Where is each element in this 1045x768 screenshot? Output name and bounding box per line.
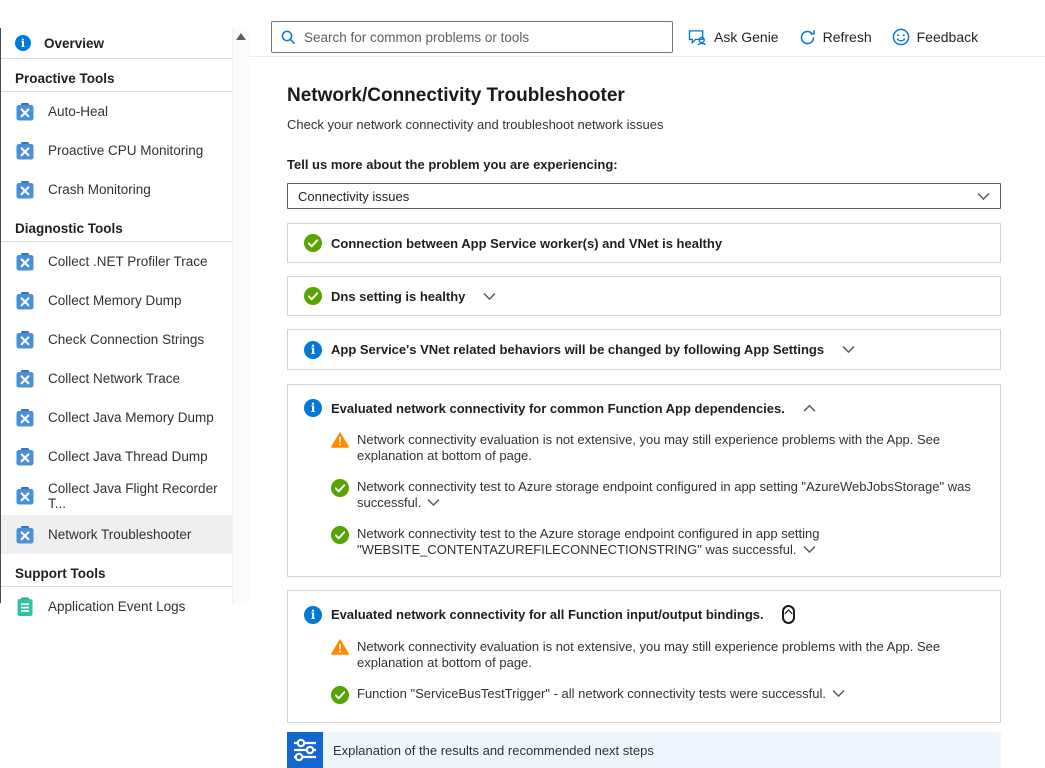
success-icon (304, 287, 322, 305)
sidebar-item-collect-memory-dump[interactable] (1, 281, 232, 320)
ask-genie-icon (688, 29, 707, 46)
status-card-function-dependencies (287, 384, 1001, 577)
chevron-down-icon[interactable] (832, 689, 845, 698)
sidebar-item-crash-monitoring[interactable] (1, 170, 232, 209)
toolbox-icon (15, 486, 35, 506)
sidebar-scrollbar[interactable] (232, 28, 249, 603)
sidebar-item-collect-java-memory-dump[interactable] (1, 398, 232, 437)
sidebar-item-label: Collect Java Thread Dump (48, 449, 208, 464)
sidebar-item-proactive-cpu-monitoring[interactable] (1, 131, 232, 170)
toolbox-icon (15, 408, 35, 428)
chevron-down-icon[interactable] (803, 545, 816, 554)
sidebar-item-label: Check Connection Strings (48, 332, 205, 347)
card-subitem (331, 432, 984, 464)
success-icon (304, 234, 322, 252)
sidebar-item-label: Collect Network Trace (48, 371, 181, 386)
sidebar-item-label: Collect Java Memory Dump (48, 410, 214, 425)
sidebar-item-label: Crash Monitoring (48, 182, 151, 197)
success-icon (331, 686, 349, 704)
card-title: Evaluated network connectivity for all Function input/output bindings. (331, 607, 764, 622)
search-box[interactable] (271, 21, 673, 53)
sidebar-item-collect-java-thread-dump[interactable] (1, 437, 232, 476)
status-card-vnet-behaviors[interactable] (287, 329, 1001, 370)
page-title: Network/Connectivity Troubleshooter (287, 85, 625, 106)
card-title: Connection between App Service worker(s) and VNet is healthy (331, 235, 723, 251)
explanation-bar-label: Explanation of the results and recommended next steps (333, 742, 654, 758)
status-card-function-bindings (287, 590, 1001, 723)
card-subitem-text: Network connectivity evaluation is not extensive, you may still experience problems with the App. See explanation at bottom of page. (357, 639, 941, 670)
feedback-label: Feedback (916, 29, 979, 45)
card-subitem-text: Function "ServiceBusTestTrigger" - all network connectivity tests were successful. (357, 686, 826, 701)
search-icon (280, 29, 296, 45)
feedback-icon (892, 28, 910, 46)
sidebar-item-label: Proactive CPU Monitoring (48, 143, 204, 158)
problem-dropdown-value: Connectivity issues (298, 188, 410, 204)
feedback-button[interactable] (882, 24, 988, 50)
sidebar-item-label: Network Troubleshooter (48, 527, 192, 542)
sidebar-item-collect-network-trace[interactable] (1, 359, 232, 398)
ask-genie-label: Ask Genie (714, 29, 779, 45)
refresh-button[interactable] (789, 25, 882, 50)
refresh-label: Refresh (822, 29, 872, 45)
sidebar-item-label: Overview (44, 35, 105, 51)
page-subtitle: Check your network connectivity and troubleshoot network issues (287, 117, 664, 132)
sidebar-section-proactive-tools: Proactive Tools (1, 65, 232, 92)
warning-icon (331, 432, 349, 448)
problem-question-label: Tell us more about the problem you are experiencing: (287, 157, 618, 172)
info-icon: i (15, 35, 31, 51)
sidebar-item-label: Auto-Heal (48, 104, 109, 119)
sidebar-item-label: Collect Java Flight Recorder T... (48, 480, 218, 511)
sidebar-item-auto-heal[interactable] (1, 92, 232, 131)
toolbox-icon (15, 330, 35, 350)
info-icon: i (304, 399, 322, 417)
card-subitem (331, 639, 984, 671)
success-icon (331, 526, 349, 544)
card-title: App Service's VNet related behaviors will be changed by following App Settings (331, 342, 825, 357)
problem-dropdown[interactable] (287, 183, 1001, 209)
scroll-up-arrow-icon[interactable] (236, 33, 246, 40)
chevron-down-icon[interactable] (427, 498, 440, 507)
event-logs-icon (15, 597, 35, 617)
card-subitem-text: Network connectivity evaluation is not extensive, you may still experience problems with the App. See explanation at bottom of page. (357, 432, 941, 463)
card-subitem[interactable] (331, 526, 984, 558)
status-card-dns-setting[interactable] (287, 276, 1001, 316)
top-bar (249, 0, 1045, 57)
sidebar-item-label: Application Event Logs (48, 599, 186, 614)
sidebar-section-support-tools: Support Tools (1, 560, 232, 587)
card-subitem-text: Network connectivity test to the Azure storage endpoint configured in app setting "WEBSITE_CONTENTAZUREFILECONNECTIONSTRING" was successful. (357, 526, 820, 557)
chevron-down-icon[interactable] (483, 292, 496, 301)
toolbox-icon (15, 180, 35, 200)
toolbox-icon (15, 291, 35, 311)
search-input[interactable] (304, 30, 664, 45)
card-title: Dns setting is healthy (331, 288, 466, 304)
sidebar-item-network-troubleshooter[interactable] (1, 515, 232, 554)
chevron-up-icon[interactable] (803, 404, 816, 413)
main-content (287, 58, 1001, 768)
sidebar-item-application-event-logs[interactable] (1, 587, 232, 626)
info-icon: i (304, 606, 322, 624)
chevron-down-icon[interactable] (842, 345, 855, 354)
sidebar-item-collect-net-profiler-trace[interactable] (1, 242, 232, 281)
info-icon: i (304, 341, 322, 359)
toolbox-icon (15, 252, 35, 272)
toolbox-icon (15, 447, 35, 467)
card-header[interactable] (304, 605, 984, 624)
toolbox-icon (15, 369, 35, 389)
sidebar-item-label: Collect .NET Profiler Trace (48, 254, 208, 269)
card-title: Evaluated network connectivity for common Function App dependencies. (331, 400, 785, 416)
sidebar-item-check-connection-strings[interactable] (1, 320, 232, 359)
sidebar-section-diagnostic-tools: Diagnostic Tools (1, 215, 232, 242)
sidebar-item-label: Collect Memory Dump (48, 293, 182, 308)
chevron-up-focused-icon[interactable] (782, 605, 795, 624)
chevron-down-icon (977, 192, 990, 201)
sidebar-item-overview[interactable] (1, 28, 232, 59)
card-header[interactable] (304, 399, 984, 417)
sidebar-item-collect-java-flight-recorder[interactable] (1, 476, 232, 515)
card-subitem[interactable] (331, 686, 984, 704)
refresh-icon (799, 29, 816, 46)
toolbox-icon (15, 141, 35, 161)
toolbox-icon (15, 102, 35, 122)
ask-genie-button[interactable] (678, 25, 789, 50)
diagnostics-sidebar (0, 28, 232, 614)
toolbox-icon (15, 525, 35, 545)
warning-icon (331, 639, 349, 655)
card-subitem-text: Network connectivity test to Azure storage endpoint configured in app setting "AzureWebJobsStorage" was successful. (357, 479, 971, 510)
status-card-vnet-connection (287, 223, 1001, 263)
success-icon (331, 479, 349, 497)
card-subitem[interactable] (331, 479, 984, 511)
